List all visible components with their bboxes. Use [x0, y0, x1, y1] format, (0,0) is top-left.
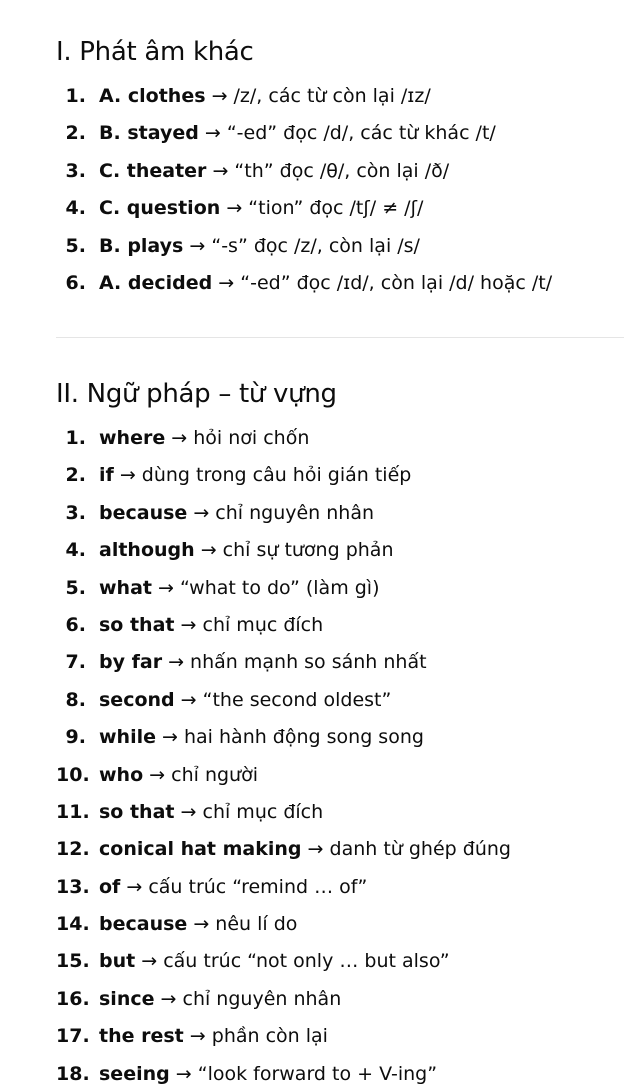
item-number: 13.: [56, 875, 90, 898]
list-item: [56, 906, 624, 943]
item-term: what: [99, 576, 152, 599]
item-description: → “what to do” (làm gì): [151, 576, 380, 599]
pronunciation-list: [56, 78, 624, 302]
section-grammar-vocabulary: [56, 378, 624, 1090]
item-term: by far: [99, 651, 163, 674]
item-description: → phần còn lại: [183, 1025, 328, 1048]
list-item: [56, 115, 624, 152]
list-item: [56, 570, 624, 607]
list-item: [56, 265, 624, 302]
list-item: [56, 682, 624, 719]
list-item: [56, 757, 624, 794]
item-term: if: [99, 464, 114, 487]
item-number: 4.: [65, 539, 86, 562]
item-term: seeing: [99, 1062, 170, 1085]
list-item: [56, 153, 624, 190]
section-title-pronunciation: I. Phát âm khác: [56, 37, 254, 67]
item-number: 8.: [65, 688, 86, 711]
item-description: → “-ed” đọc /d/, các từ khác /t/: [198, 122, 496, 145]
list-item: [56, 943, 624, 980]
item-number: 17.: [56, 1025, 90, 1048]
item-term: while: [99, 726, 156, 749]
item-description: → hỏi nơi chốn: [165, 427, 310, 449]
item-term: so that: [99, 800, 175, 823]
item-term: C. theater: [99, 159, 207, 182]
item-description: → “th” đọc /θ/, còn lại /ð/: [206, 159, 450, 182]
item-number: 4.: [65, 197, 86, 220]
list-item: [56, 644, 624, 681]
item-description: → cấu trúc “not only … but also”: [135, 950, 450, 973]
item-term: B. plays: [99, 234, 184, 257]
item-number: 5.: [65, 234, 86, 257]
list-item: [56, 1018, 624, 1055]
item-term: who: [99, 763, 144, 786]
item-number: 7.: [65, 651, 86, 674]
item-description: → “-ed” đọc /ɪd/, còn lại /d/ hoặc /t/: [212, 271, 553, 294]
item-description: → “-s” đọc /z/, còn lại /s/: [183, 234, 420, 257]
list-item: [56, 78, 624, 115]
list-item: [56, 1056, 624, 1090]
item-number: 5.: [65, 576, 86, 599]
list-item: [56, 190, 624, 227]
section-pronunciation: [56, 36, 624, 302]
item-number: 10.: [56, 763, 90, 786]
item-number: 12.: [56, 838, 90, 861]
item-term: conical hat making: [99, 838, 302, 861]
item-term: but: [99, 950, 136, 973]
item-description: → chỉ người: [143, 763, 258, 786]
item-term: second: [99, 688, 175, 711]
list-item: [56, 981, 624, 1018]
item-term: although: [99, 539, 195, 562]
list-item: [56, 831, 624, 868]
item-term: C. question: [99, 197, 221, 220]
item-number: 6.: [65, 613, 86, 636]
item-term: where: [99, 427, 166, 449]
list-item: [56, 532, 624, 569]
list-item: [56, 719, 624, 756]
item-number: 18.: [56, 1062, 90, 1085]
list-item: [56, 607, 624, 644]
item-term: the rest: [99, 1025, 184, 1048]
item-number: 3.: [65, 501, 86, 524]
item-description: → chỉ mục đích: [174, 800, 324, 823]
item-number: 3.: [65, 159, 86, 182]
item-number: 9.: [65, 726, 86, 749]
list-item: [56, 869, 624, 906]
item-description: → danh từ ghép đúng: [301, 838, 511, 861]
section-title-grammar: II. Ngữ pháp – từ vựng: [56, 379, 337, 409]
item-description: → “look forward to + V-ing”: [169, 1062, 438, 1085]
item-description: → nêu lí do: [187, 913, 298, 936]
item-number: 15.: [56, 950, 90, 973]
item-term: A. decided: [99, 271, 213, 294]
item-number: 1.: [65, 427, 86, 449]
grammar-list: [56, 420, 624, 1090]
list-item: [56, 495, 624, 532]
item-number: 14.: [56, 913, 90, 936]
item-description: → nhấn mạnh so sánh nhất: [162, 651, 427, 674]
item-description: → “the second oldest”: [174, 688, 392, 711]
item-term: so that: [99, 613, 175, 636]
item-number: 16.: [56, 987, 90, 1010]
list-item: [56, 420, 624, 457]
item-description: → dùng trong câu hỏi gián tiếp: [113, 464, 412, 487]
item-description: → “tion” đọc /tʃ/ ≠ /ʃ/: [220, 197, 424, 220]
item-description: → chỉ mục đích: [174, 613, 324, 636]
item-number: 11.: [56, 800, 90, 823]
list-item: [56, 228, 624, 265]
item-number: 2.: [65, 122, 86, 145]
list-item: [56, 457, 624, 494]
item-term: because: [99, 501, 188, 524]
item-number: 2.: [65, 464, 86, 487]
item-term: A. clothes: [99, 85, 206, 107]
item-description: → chỉ nguyên nhân: [154, 987, 342, 1010]
item-description: → cấu trúc “remind … of”: [120, 875, 368, 898]
item-term: since: [99, 987, 155, 1010]
item-number: 6.: [65, 271, 86, 294]
item-term: because: [99, 913, 188, 936]
item-description: → chỉ sự tương phản: [194, 539, 394, 562]
section-divider: [56, 337, 624, 338]
item-description: → /z/, các từ còn lại /ɪz/: [205, 85, 431, 107]
item-number: 1.: [65, 85, 86, 107]
item-term: B. stayed: [99, 122, 199, 145]
item-description: → hai hành động song song: [156, 726, 424, 749]
list-item: [56, 794, 624, 831]
item-description: → chỉ nguyên nhân: [187, 501, 375, 524]
item-term: of: [99, 875, 121, 898]
